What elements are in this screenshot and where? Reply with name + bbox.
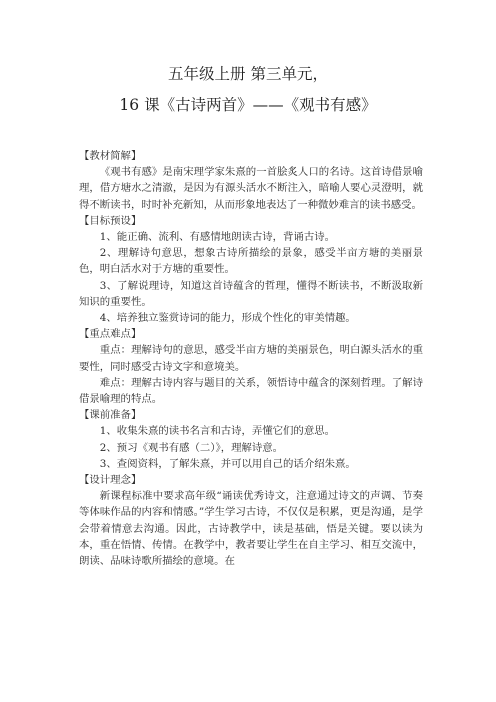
document-title-line-1: 五年级上册 第三单元，: [168, 65, 328, 83]
section-heading-goals: 【目标预设】: [79, 214, 142, 227]
paragraph-difficulty: 难点：理解古诗内容与题目的关系，领悟诗中蕴含的深刻哲理。了解诗借景喻理的特点。: [79, 376, 423, 406]
preparation-item-1: 1、收集朱熹的读书名言和古诗，弄懂它们的意思。: [99, 425, 335, 438]
section-heading-material-overview: 【教材简解】: [79, 150, 142, 162]
goal-item-1: 1、能正确、流利、有感情地朗读古诗，背诵古诗。: [99, 231, 335, 244]
paragraph-key-point: 重点：理解诗句的意思，感受半亩方塘的美丽景色，明白源头活水的重要性，同时感受古诗文字和意境美。: [79, 344, 423, 373]
document-title-line-2: 16 课《古诗两首》——《观书有感》: [119, 96, 377, 114]
paragraph-design-concept: 新课程标准中要求高年级“诵读优秀诗文，注意通过诗文的声调、节奏等体味作品的内容和情感。”学生学习古诗，不仅仅是积累，更是沟通，是学会带着情意去沟通。因此，古诗教学中，读是基础，悟是关键。要以读为本，重在悟情、传情。在教学中，教者要让学生在自主学习、相互交流中，朗读、品味诗歌所描绘的意境。在: [79, 490, 423, 568]
section-heading-key-points: 【重点难点】: [79, 328, 142, 341]
goal-item-4: 4、培养独立鉴赏诗词的能力，形成个性化的审美情趣。: [99, 312, 356, 325]
preparation-item-3: 3、查阅资料，了解朱熹，并可以用自己的话介绍朱熹。: [99, 457, 356, 470]
goal-item-2: 2、理解诗句意思，想象古诗所描绘的景象，感受半亩方塘的美丽景色，明白活水对于方塘的重要性。: [79, 247, 423, 276]
document-body: [79, 148, 423, 569]
preparation-item-2: 2、预习《观书有感（二）》，理解诗意。: [99, 441, 284, 454]
section-heading-preparation: 【课前准备】: [79, 409, 142, 422]
paragraph-material-overview: 《观书有感》是南宋理学家朱熹的一首脍炙人口的名诗。这首诗借景喻理，借方塘水之清澈，是因为有源头活水不断注入，暗喻人要心灵澄明，就得不断读书，时时补充新知，从而形象地表达了一种微妙难言的读书感受。: [79, 166, 423, 211]
section-heading-design-concept: 【设计理念】: [79, 474, 142, 487]
goal-item-3: 3、了解说理诗，知道这首诗蕴含的哲理，懂得不断读书，不断汲取新知识的重要性。: [79, 279, 423, 308]
